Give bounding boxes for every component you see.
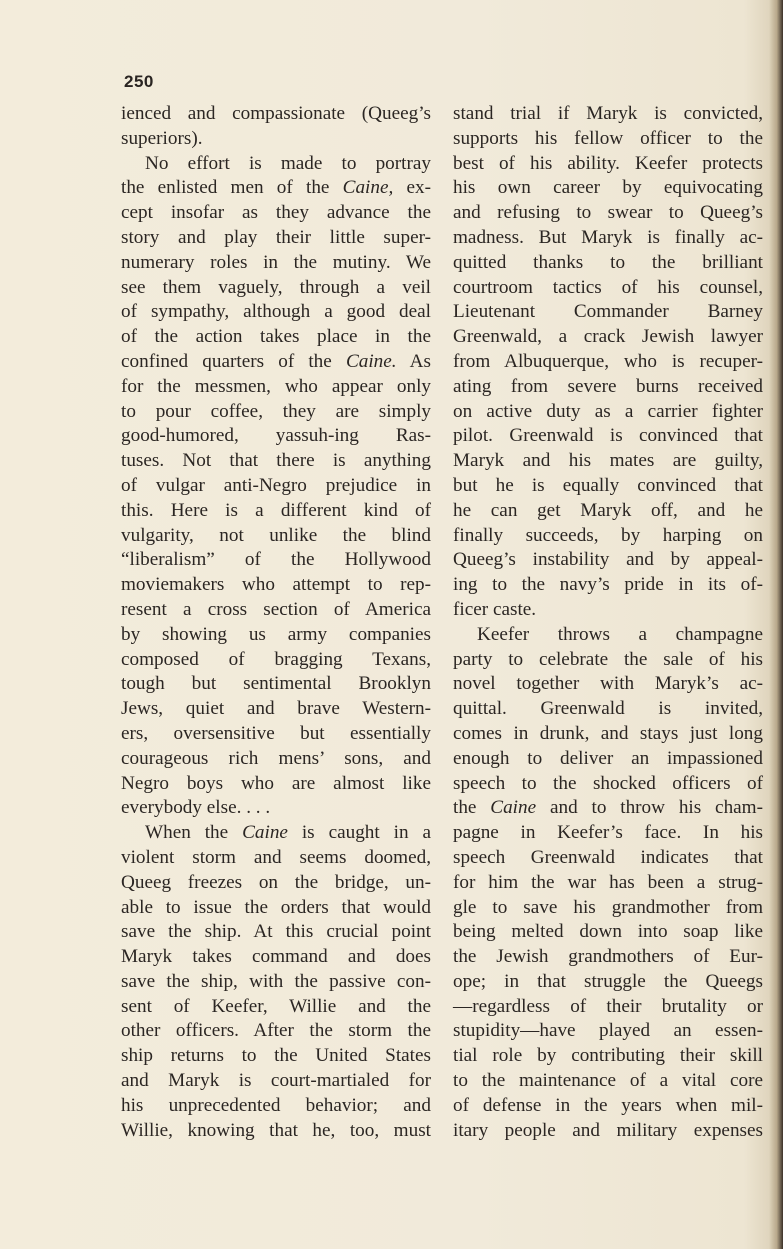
right-text-line: his own career by equivocating (453, 177, 763, 199)
right-text-line: on active duty as a carrier fighter (453, 400, 763, 422)
left-text-line: save the ship. At this crucial point (121, 921, 431, 943)
left-text-line: cept insofar as they advance the (121, 202, 431, 224)
page-number: 250 (124, 72, 154, 91)
right-text-line: the Caine and to throw his cham- (453, 797, 763, 819)
left-text-line: Jews, quiet and brave Western- (121, 698, 431, 720)
left-text-line: of sympathy, although a good deal (121, 301, 431, 323)
left-text-line: moviemakers who attempt to rep- (121, 574, 431, 596)
right-text-line: novel together with Maryk’s ac- (453, 673, 763, 695)
left-text-line: everybody else. . . . (121, 797, 271, 819)
right-text-line: ating from severe burns received (453, 375, 763, 397)
right-text-line: courtroom tactics of his counsel, (453, 276, 763, 298)
left-text-line: Willie, knowing that he, too, must (121, 1119, 431, 1141)
right-text-line: Lieutenant Commander Barney (453, 301, 763, 323)
right-text-line: —regardless of their brutality or (453, 995, 763, 1017)
right-text-line: madness. But Maryk is finally ac- (453, 226, 763, 248)
right-text-line: supports his fellow officer to the (453, 127, 763, 149)
left-text-line: tuses. Not that there is anything (121, 450, 431, 472)
right-text-line: quittal. Greenwald is invited, (453, 698, 763, 720)
right-text-line: Queeg’s instability and by appeal- (453, 549, 763, 571)
left-text-line: story and play their little super- (121, 226, 431, 248)
left-text-line: composed of bragging Texans, (121, 648, 431, 670)
right-text-line: enough to deliver an impassioned (453, 747, 763, 769)
left-text-line: ers, oversensitive but essentially (121, 722, 431, 744)
right-text-line: quitted thanks to the brilliant (453, 251, 763, 273)
left-text-line: see them vaguely, through a veil (121, 276, 431, 298)
left-text-line: for the messmen, who appear only (121, 375, 431, 397)
left-text-line: this. Here is a different kind of (121, 499, 431, 521)
left-text-line: the enlisted men of the Caine, ex- (121, 177, 431, 199)
right-text-line: being melted down into soap like (453, 921, 763, 943)
right-text-line: pilot. Greenwald is convinced that (453, 425, 763, 447)
right-text-line: ficer caste. (453, 598, 537, 620)
left-text-line: of vulgar anti-Negro prejudice in (121, 474, 431, 496)
right-text-line: finally succeeds, by harping on (453, 524, 763, 546)
right-text-line: tial role by contributing their skill (453, 1045, 763, 1067)
right-text-line: best of his ability. Keefer protects (453, 152, 763, 174)
left-text-line: and Maryk is court-martialed for (121, 1070, 431, 1092)
left-text-line: superiors). (121, 127, 203, 149)
right-text-line: comes in drunk, and stays just long (453, 722, 763, 744)
right-text-line: pagne in Keefer’s face. In his (453, 822, 763, 844)
right-text-column (453, 102, 763, 1143)
left-text-line: resent a cross section of America (121, 598, 431, 620)
right-text-line: he can get Maryk off, and he (453, 499, 763, 521)
right-text-line: Keefer throws a champagne (477, 623, 763, 645)
right-text-line: ope; in that struggle the Queegs (453, 970, 763, 992)
right-text-line: and refusing to swear to Queeg’s (453, 202, 763, 224)
left-text-line: confined quarters of the Caine. As (121, 350, 431, 372)
right-text-line: party to celebrate the sale of his (453, 648, 763, 670)
left-text-line: able to issue the orders that would (121, 896, 431, 918)
right-text-line: speech Greenwald indicates that (453, 846, 763, 868)
right-text-line: the Jewish grandmothers of Eur- (453, 946, 763, 968)
left-text-line: of the action takes place in the (121, 326, 431, 348)
left-text-line: ienced and compassionate (Queeg’s (121, 103, 431, 124)
left-text-column (121, 102, 431, 1143)
right-text-line: of defense in the years when mil- (453, 1094, 763, 1116)
right-text-line: speech to the shocked officers of (453, 772, 763, 794)
left-text-line: Negro boys who are almost like (121, 772, 431, 794)
left-text-line: to pour coffee, they are simply (121, 400, 431, 422)
left-text-line: ship returns to the United States (121, 1045, 431, 1067)
right-text-line: but he is equally convinced that (453, 474, 763, 496)
right-text-line: to the maintenance of a vital core (453, 1070, 763, 1092)
left-text-line: numerary roles in the mutiny. We (121, 251, 431, 273)
left-text-line: No effort is made to portray (145, 152, 431, 174)
right-text-line: itary people and military expenses (453, 1119, 763, 1141)
left-text-line: When the Caine is caught in a (145, 822, 431, 844)
right-text-line: gle to save his grandmother from (453, 896, 763, 918)
right-text-line: Greenwald, a crack Jewish lawyer (453, 326, 763, 348)
page-edge-shadow (769, 0, 783, 1249)
right-text-line: Maryk and his mates are guilty, (453, 450, 763, 472)
left-text-line: his unprecedented behavior; and (121, 1094, 431, 1116)
left-text-line: vulgarity, not unlike the blind (121, 524, 431, 546)
left-text-line: tough but sentimental Brooklyn (121, 673, 431, 695)
left-text-line: courageous rich mens’ sons, and (121, 747, 431, 769)
left-text-line: other officers. After the storm the (121, 1020, 431, 1042)
left-text-line: save the ship, with the passive con- (121, 970, 431, 992)
left-text-line: violent storm and seems doomed, (121, 846, 431, 868)
right-text-line: for him the war has been a strug- (453, 871, 763, 893)
left-text-line: good-humored, yassuh-ing Ras- (121, 425, 431, 447)
right-text-line: from Albuquerque, who is recuper- (453, 350, 763, 372)
left-text-line: Queeg freezes on the bridge, un- (121, 871, 431, 893)
right-text-line: stupidity—have played an essen- (453, 1020, 763, 1042)
left-text-line: by showing us army companies (121, 623, 431, 645)
right-text-line: stand trial if Maryk is convicted, (453, 103, 763, 124)
left-text-line: sent of Keefer, Willie and the (121, 995, 431, 1017)
left-text-line: Maryk takes command and does (121, 946, 431, 968)
left-text-line: “liberalism” of the Hollywood (121, 549, 431, 571)
right-text-line: ing to the navy’s pride in its of- (453, 574, 763, 596)
